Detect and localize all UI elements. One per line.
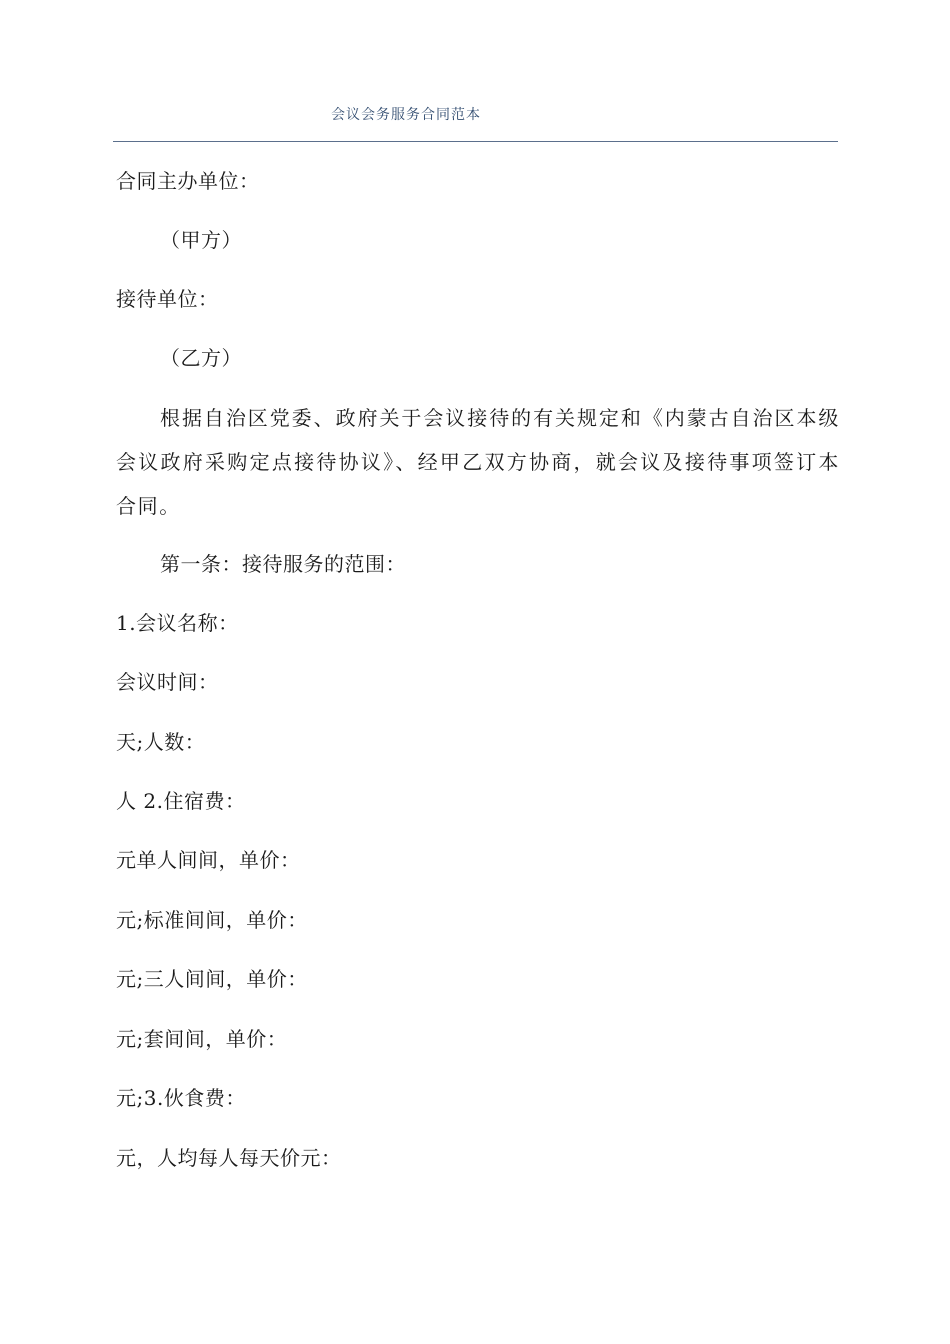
days-people-line: 天;人数： xyxy=(116,730,206,754)
single-room-line: 元单人间间，单价： xyxy=(116,848,301,872)
sponsor-line: 合同主办单位： xyxy=(116,169,260,193)
party-a-line: （甲方） xyxy=(160,228,242,252)
lodging-line: 人 2.住宿费： xyxy=(116,789,246,813)
article-1-heading: 第一条：接待服务的范围： xyxy=(160,552,406,576)
preamble-paragraph: 根据自治区党委、政府关于会议接待的有关规定和《内蒙古自治区本级会议政府采购定点接待协议》、经甲乙双方协商，就会议及接待事项签订本合同。 xyxy=(116,406,840,518)
meeting-time-line: 会议时间： xyxy=(116,670,219,694)
standard-room-line: 元;标准间间，单价： xyxy=(116,908,308,932)
triple-room-line: 元;三人间间，单价： xyxy=(116,967,308,991)
receiver-line: 接待单位： xyxy=(116,287,219,311)
header-divider xyxy=(113,141,838,142)
meals-line: 元;3.伙食费： xyxy=(116,1086,246,1110)
meeting-name-line: 1.会议名称： xyxy=(116,611,239,635)
document-header-title: 会议会务服务合同范本 xyxy=(331,107,481,123)
suite-room-line: 元;套间间，单价： xyxy=(116,1027,288,1051)
per-person-price-line: 元，人均每人每天价元： xyxy=(116,1146,342,1170)
party-b-line: （乙方） xyxy=(160,346,242,370)
